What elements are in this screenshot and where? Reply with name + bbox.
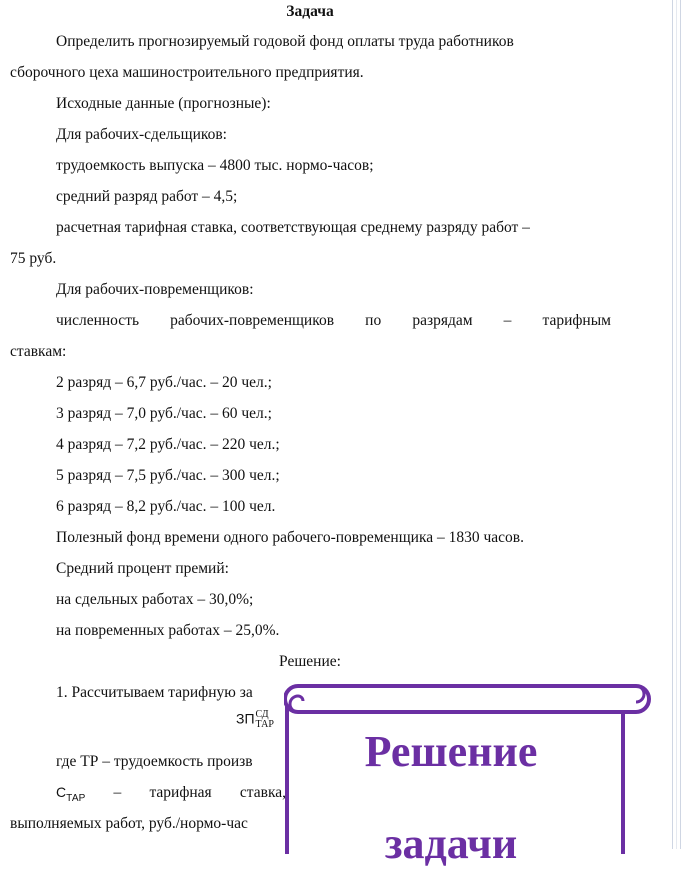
formula bbox=[236, 710, 274, 730]
word: тарифная bbox=[149, 784, 212, 801]
grade-item: 2 разряд – 6,7 руб./час. – 20 чел.; bbox=[56, 374, 272, 391]
piece-item-cont: 75 руб. bbox=[10, 250, 57, 267]
page-edge bbox=[676, 0, 677, 849]
bonus-item: на сдельных работах – 30,0%; bbox=[56, 591, 254, 608]
task-text: сборочного цеха машиностроительного предприятия. bbox=[10, 64, 364, 81]
definition-text: выполняемых работ, руб./нормо-час bbox=[10, 815, 248, 832]
formula-subscript: ТАР bbox=[255, 719, 274, 730]
word: тарифным bbox=[542, 312, 611, 329]
grade-item: 5 разряд – 7,5 руб./час. – 300 чел.; bbox=[56, 467, 280, 484]
sticker-title: Решение bbox=[364, 727, 538, 776]
page-edge bbox=[680, 0, 681, 849]
solution-step: 1. Рассчитываем тарифную за bbox=[56, 684, 253, 701]
bonus-heading: Средний процент премий: bbox=[56, 560, 229, 577]
formula-symbol: ЗП bbox=[236, 710, 255, 727]
solution-heading: Решение: bbox=[279, 653, 341, 670]
useful-time: Полезный фонд времени одного рабочего-повременщика – 1830 часов. bbox=[56, 529, 525, 546]
grade-item: 3 разряд – 7,0 руб./час. – 60 чел.; bbox=[56, 405, 272, 422]
sticker-title-line2: задачи bbox=[384, 819, 518, 868]
grade-item: 4 разряд – 7,2 руб./час. – 220 чел.; bbox=[56, 436, 280, 453]
definition-text: где ТР – трудоемкость произв bbox=[56, 753, 253, 770]
time-workers-intro-cont: ставкам: bbox=[10, 343, 67, 360]
definition-text bbox=[56, 784, 286, 804]
bonus-item: на повременных работах – 25,0%. bbox=[56, 622, 280, 639]
word: – bbox=[113, 784, 122, 801]
word: по bbox=[365, 312, 382, 329]
time-workers-heading: Для рабочих-повременщиков: bbox=[56, 281, 254, 298]
word: ставка, bbox=[239, 784, 286, 801]
piece-item: средний разряд работ – 4,5; bbox=[56, 188, 238, 205]
c-tar-subscript: ТАР bbox=[66, 793, 86, 805]
task-title: Задача bbox=[286, 3, 334, 20]
c-tar-symbol: С bbox=[56, 784, 67, 800]
word: рабочих-повременщиков bbox=[170, 312, 335, 329]
word: разрядам bbox=[412, 312, 473, 329]
piece-item: расчетная тарифная ставка, соответствующая среднему разряду работ – bbox=[56, 219, 530, 236]
task-text: Определить прогнозируемый годовой фонд оплаты труда работников bbox=[56, 33, 514, 50]
formula-superscript: СД bbox=[255, 709, 269, 720]
piece-workers-heading: Для рабочих-сдельщиков: bbox=[56, 126, 227, 143]
grade-item: 6 разряд – 8,2 руб./час. – 100 чел. bbox=[56, 498, 276, 515]
initial-data-heading: Исходные данные (прогнозные): bbox=[56, 95, 271, 112]
word: численность bbox=[56, 312, 140, 329]
word: – bbox=[503, 312, 512, 329]
piece-item: трудоемкость выпуска – 4800 тыс. нормо-часов; bbox=[56, 157, 374, 174]
time-workers-intro bbox=[56, 312, 611, 330]
solution-scroll-banner[interactable] bbox=[284, 684, 654, 868]
page-edge bbox=[672, 0, 673, 849]
